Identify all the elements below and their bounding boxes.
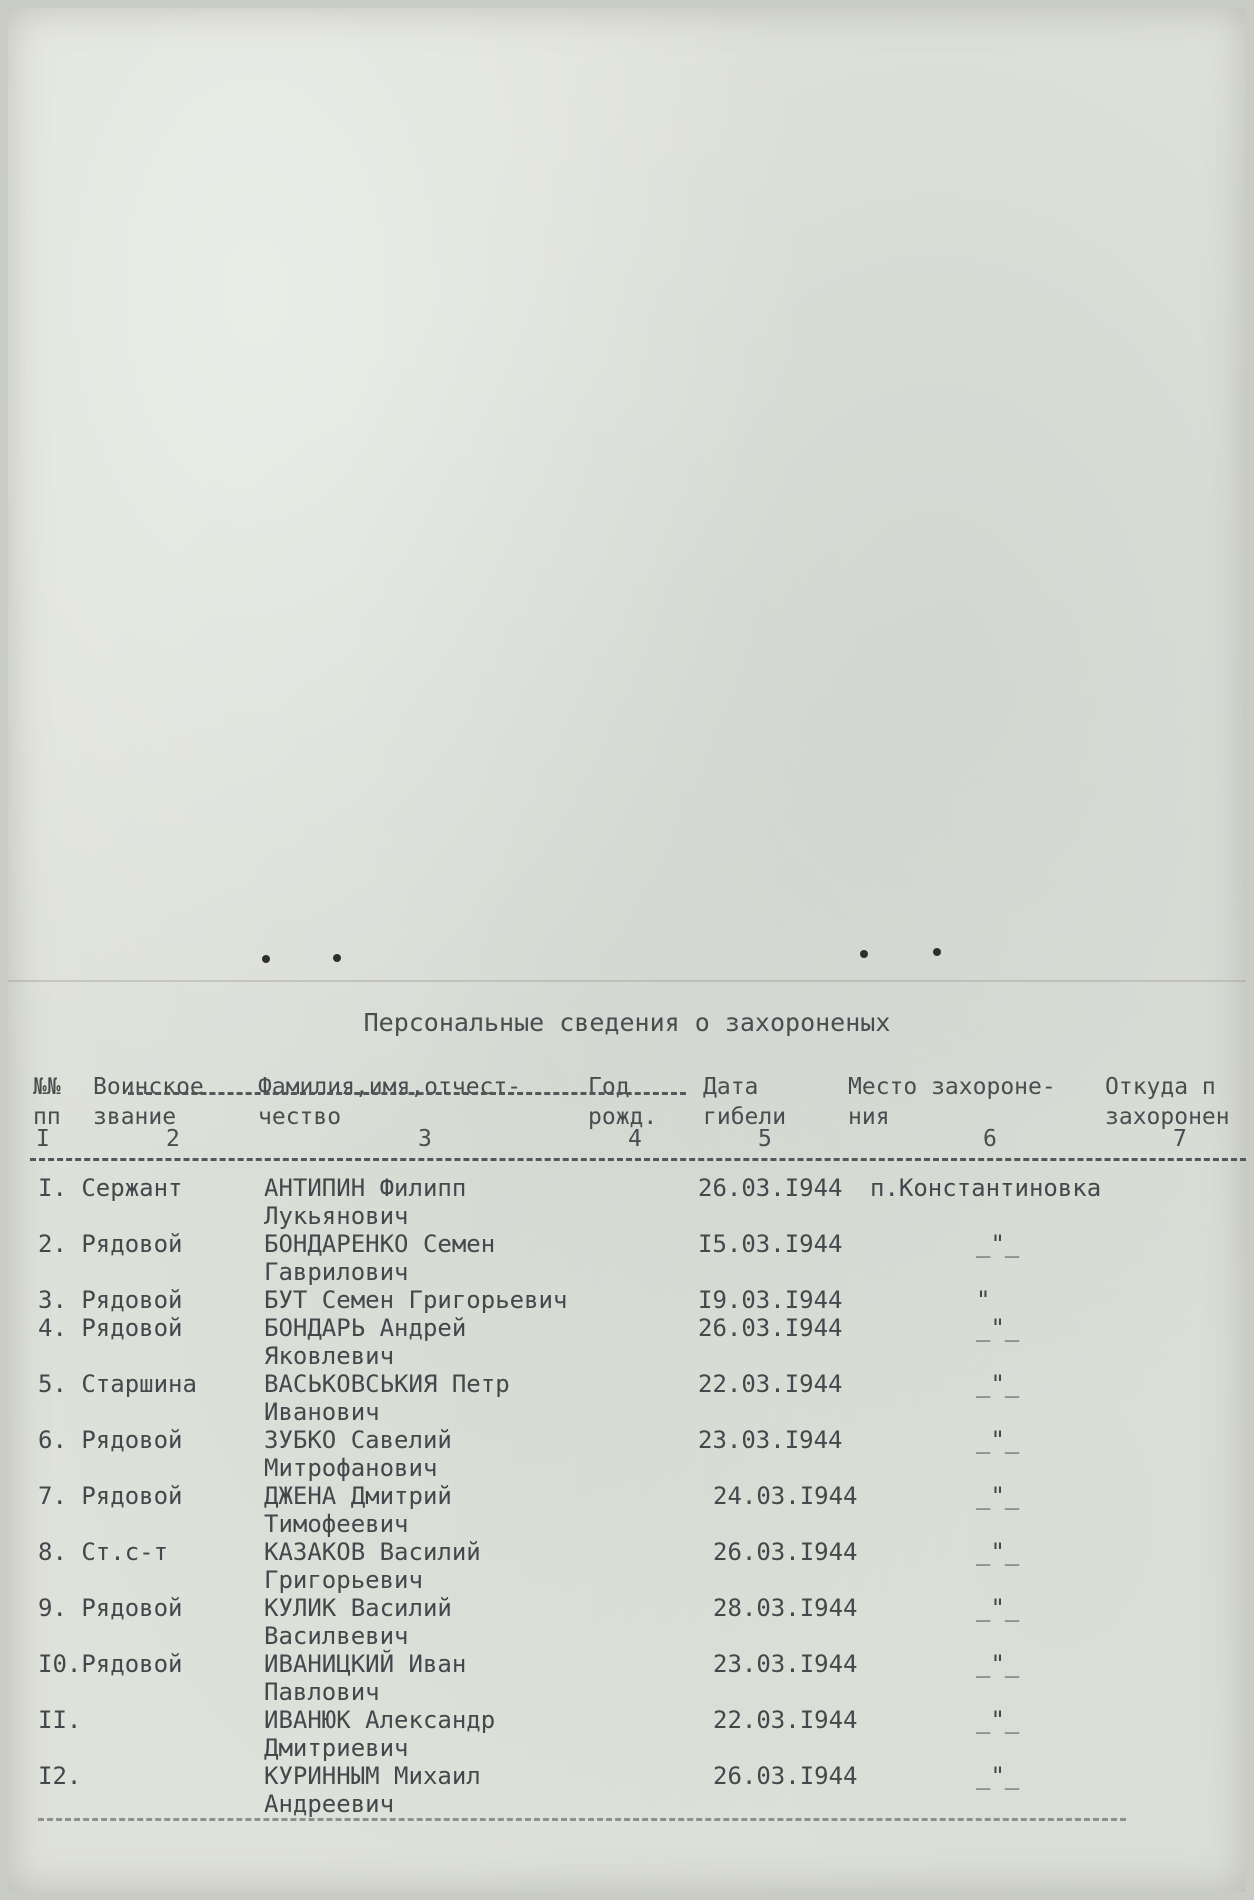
- death-date: 26.03.I944: [713, 1538, 858, 1566]
- surname-name: БОНДАРЬ Андрей: [264, 1314, 467, 1342]
- death-date: 26.03.I944: [698, 1314, 843, 1342]
- burial-place: _"_: [976, 1314, 1020, 1342]
- surname-name: ВАСЬКОВСЬКИЯ Петр: [264, 1370, 510, 1398]
- rank: 6. Рядовой: [38, 1426, 183, 1454]
- rank: 4. Рядовой: [38, 1314, 183, 1342]
- rank: 8. Ст.с-т: [38, 1538, 169, 1566]
- burial-place: _"_: [976, 1426, 1020, 1454]
- surname-name: ДЖЕНА Дмитрий: [264, 1482, 452, 1510]
- table-row: [8, 1650, 1246, 1706]
- punch-hole: [333, 954, 341, 962]
- header-col-6: Место захороне- ния: [848, 1074, 1056, 1130]
- burial-place: _"_: [976, 1370, 1020, 1398]
- burial-place: _"_: [976, 1230, 1020, 1258]
- column-number: 4: [628, 1126, 642, 1152]
- table-row: [8, 1538, 1246, 1594]
- death-date: I5.03.I944: [698, 1230, 843, 1258]
- table-row: [8, 1314, 1246, 1370]
- rank: 3. Рядовой: [38, 1286, 183, 1314]
- rank: I0.Рядовой: [38, 1650, 183, 1678]
- bottom-rule: [38, 1818, 1126, 1821]
- column-number: 5: [758, 1126, 772, 1152]
- page-title: Персональные сведения о захороненых: [363, 1008, 891, 1037]
- patronymic: Лукьянович: [264, 1202, 409, 1230]
- surname-name: АНТИПИН Филипп: [264, 1174, 467, 1202]
- punch-hole: [933, 948, 941, 956]
- death-date: 22.03.I944: [698, 1370, 843, 1398]
- burial-place: _"_: [976, 1594, 1020, 1622]
- patronymic: Андреевич: [264, 1790, 395, 1818]
- column-number: 7: [1173, 1126, 1187, 1152]
- patronymic: Гаврилович: [264, 1258, 409, 1286]
- burial-place: _"_: [976, 1706, 1020, 1734]
- rank: II.: [38, 1706, 82, 1734]
- burial-place: _"_: [976, 1650, 1020, 1678]
- death-date: 24.03.I944: [713, 1482, 858, 1510]
- surname-name: ИВАНЮК Александр: [264, 1706, 496, 1734]
- death-date: 22.03.I944: [713, 1706, 858, 1734]
- death-date: I9.03.I944: [698, 1286, 843, 1314]
- header-col-2: Воинское звание: [93, 1074, 204, 1130]
- table-row: [8, 1594, 1246, 1650]
- table-row: [8, 1370, 1246, 1426]
- patronymic: Митрофанович: [264, 1454, 438, 1482]
- rank: 2. Рядовой: [38, 1230, 183, 1258]
- column-number: I: [36, 1126, 50, 1152]
- rank: I. Сержант: [38, 1174, 183, 1202]
- header-col-5: Дата гибели: [703, 1074, 787, 1130]
- patronymic: Тимофеевич: [264, 1510, 409, 1538]
- death-date: 26.03.I944: [698, 1174, 843, 1202]
- death-date: 28.03.I944: [713, 1594, 858, 1622]
- death-date: 26.03.I944: [713, 1762, 858, 1790]
- surname-name: БУТ Семен Григорьевич: [264, 1286, 568, 1314]
- patronymic: Яковлевич: [264, 1342, 395, 1370]
- header-col-1: №№ пп: [33, 1074, 61, 1130]
- burial-place: _"_: [976, 1538, 1020, 1566]
- table-row: [8, 1426, 1246, 1482]
- surname-name: БОНДАРЕНКО Семен: [264, 1230, 496, 1258]
- patronymic: Григорьевич: [264, 1566, 423, 1594]
- paper-fold: [8, 980, 1246, 982]
- burial-place: ": [976, 1286, 991, 1314]
- surname-name: КУРИННЫМ Михаил: [264, 1762, 481, 1790]
- patronymic: Иванович: [264, 1398, 380, 1426]
- table-row: [8, 1482, 1246, 1538]
- column-number: 3: [418, 1126, 432, 1152]
- column-number: 6: [983, 1126, 997, 1152]
- table-row: [8, 1762, 1246, 1818]
- surname-name: КУЛИК Василий: [264, 1594, 452, 1622]
- document-sheet: [8, 8, 1246, 1892]
- rank: 5. Старшина: [38, 1370, 197, 1398]
- surname-name: ИВАНИЦКИЙ Иван: [264, 1650, 467, 1678]
- table-row: [8, 1230, 1246, 1286]
- patronymic: Василвевич: [264, 1622, 409, 1650]
- table-row: [8, 1174, 1246, 1230]
- header-rule: [128, 1092, 686, 1095]
- rank: 7. Рядовой: [38, 1482, 183, 1510]
- punch-hole: [860, 950, 868, 958]
- table-row: [8, 1706, 1246, 1762]
- header-bottom-rule: [30, 1158, 1246, 1161]
- punch-hole: [262, 955, 270, 963]
- burial-place: п.Константиновка: [870, 1174, 1102, 1202]
- rank: 9. Рядовой: [38, 1594, 183, 1622]
- column-number: 2: [166, 1126, 180, 1152]
- death-date: 23.03.I944: [698, 1426, 843, 1454]
- header-col-4: Год рожд.: [588, 1074, 658, 1130]
- header-col-7: Откуда п захоронен: [1105, 1074, 1230, 1130]
- patronymic: Дмитриевич: [264, 1734, 409, 1762]
- patronymic: Павлович: [264, 1678, 380, 1706]
- header-col-3: Фамилия,имя,отчест- чество: [258, 1074, 522, 1130]
- burial-place: _"_: [976, 1482, 1020, 1510]
- burial-place: _"_: [976, 1762, 1020, 1790]
- rank: I2.: [38, 1762, 82, 1790]
- death-date: 23.03.I944: [713, 1650, 858, 1678]
- surname-name: КАЗАКОВ Василий: [264, 1538, 481, 1566]
- surname-name: ЗУБКО Савелий: [264, 1426, 452, 1454]
